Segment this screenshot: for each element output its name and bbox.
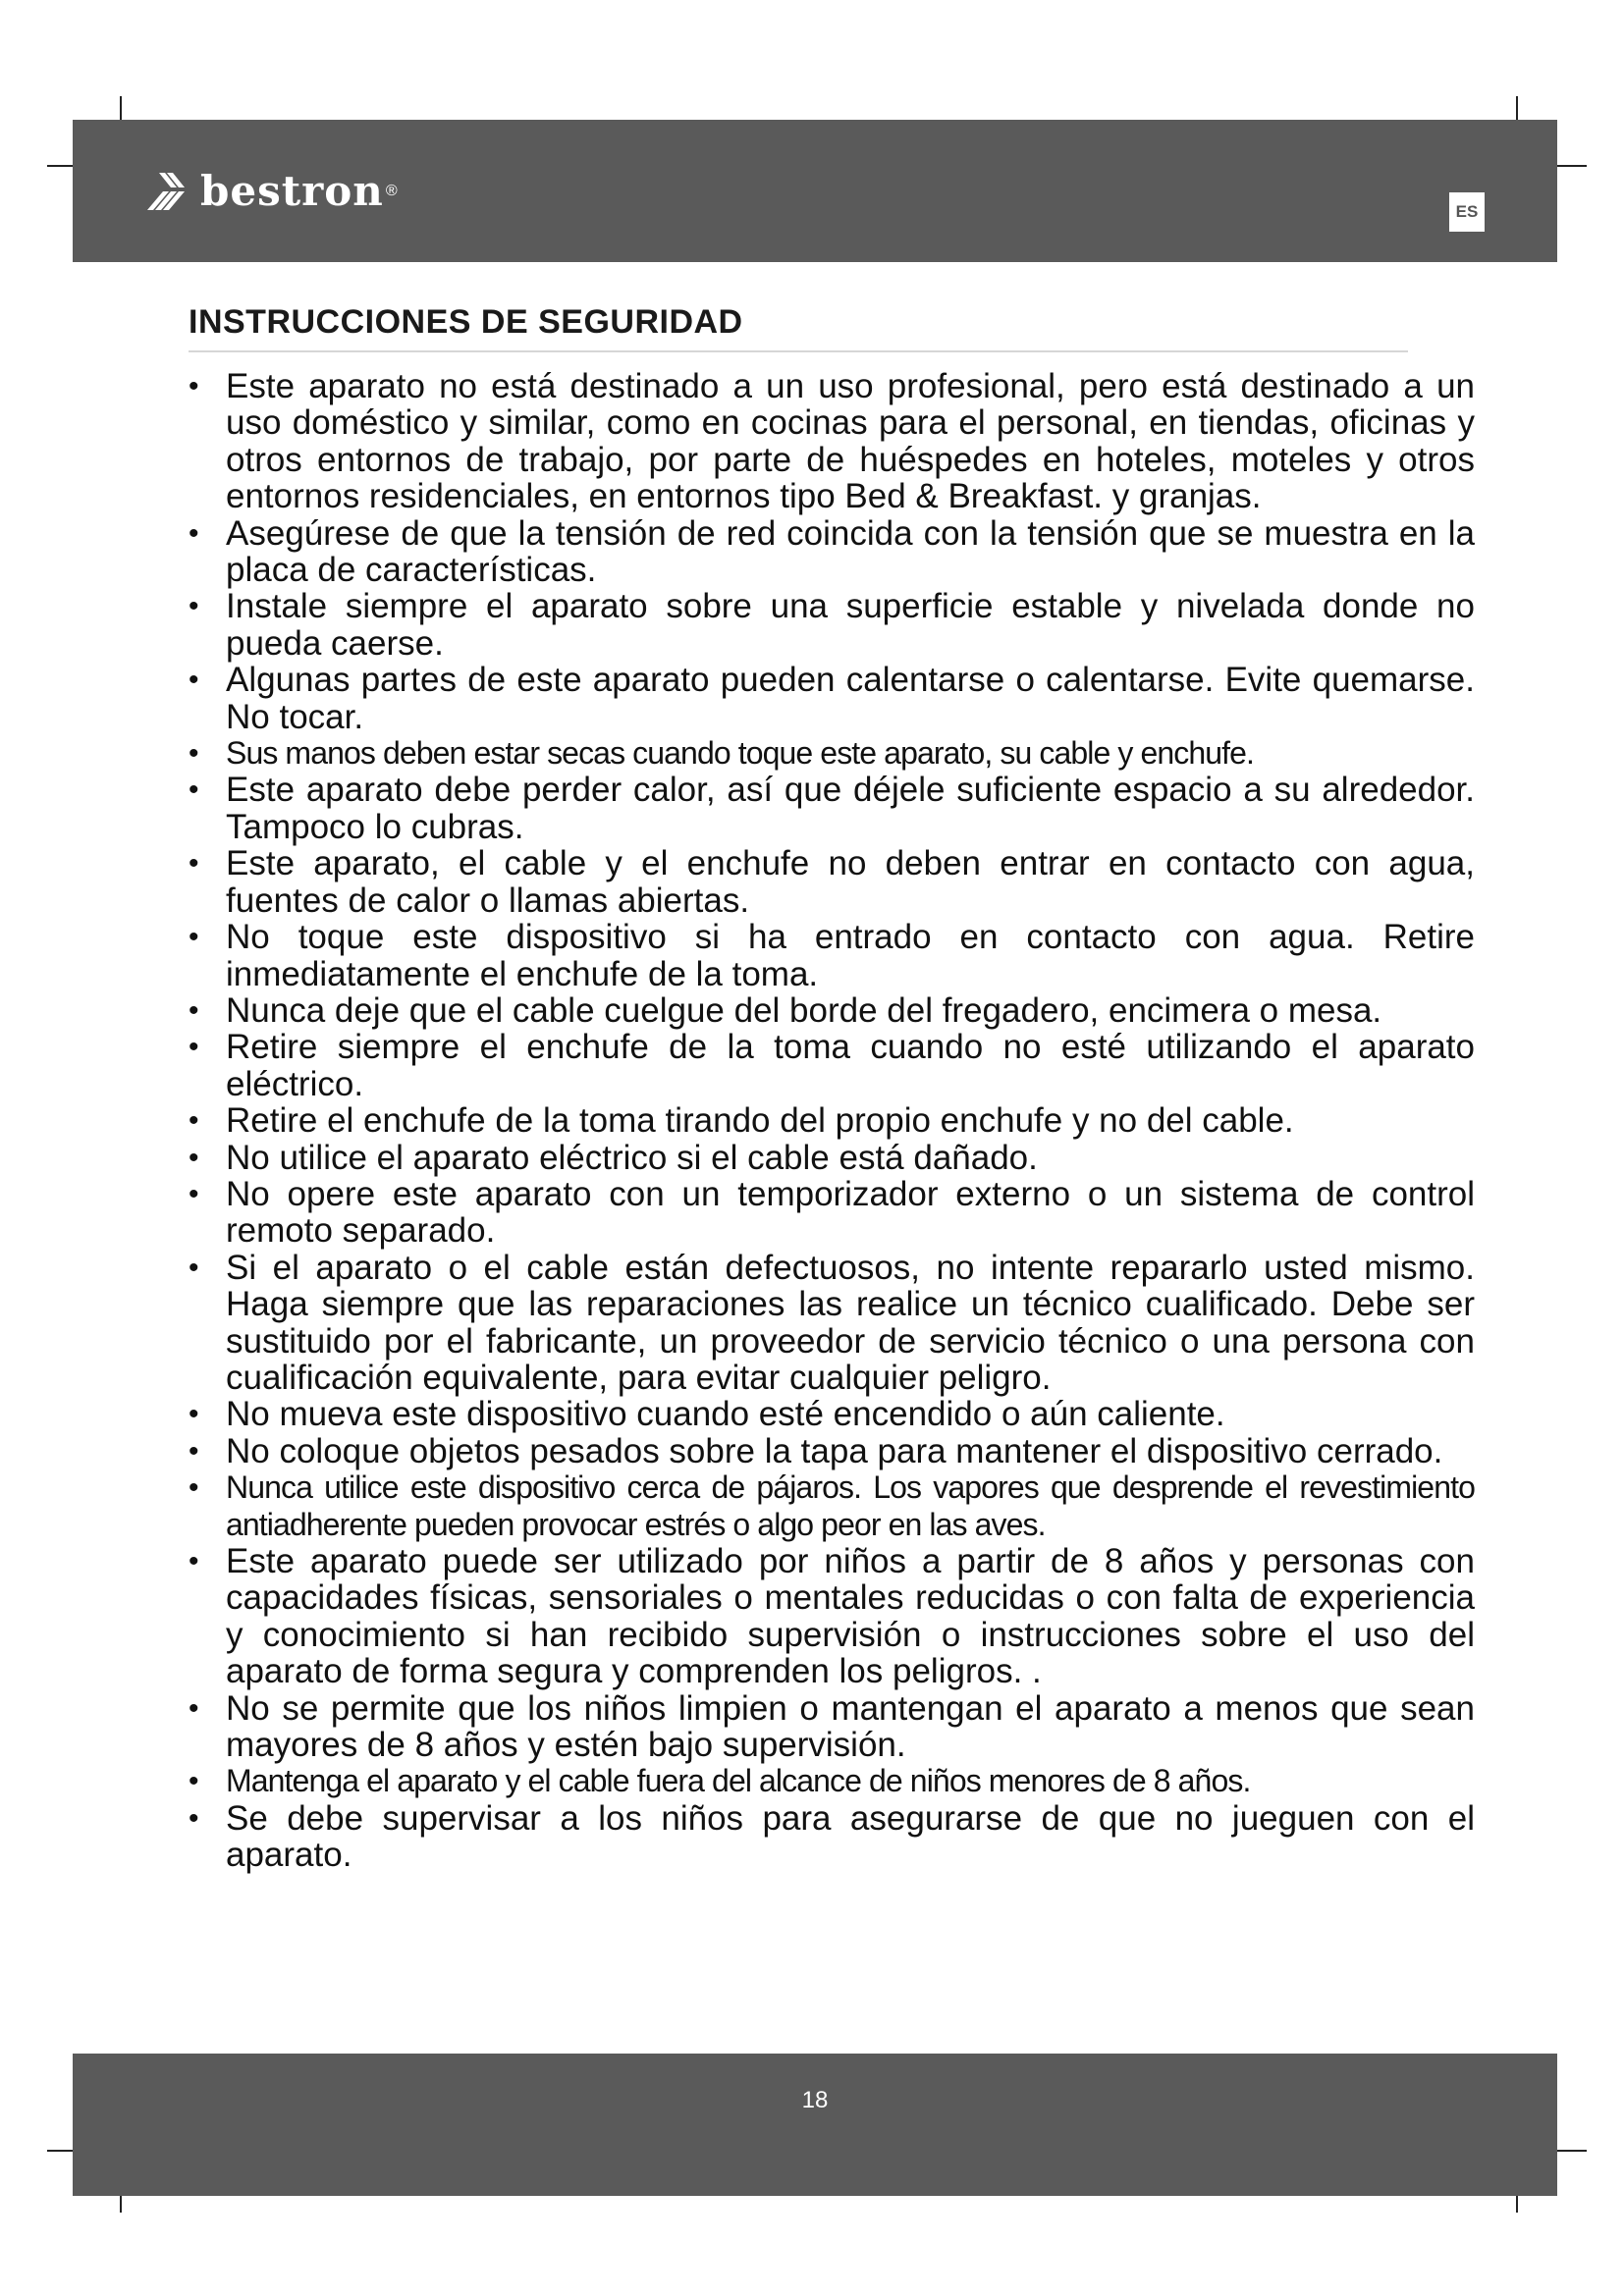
list-item: • Nunca utilice este dispositivo cerca de pájaros. Los vapores que desprende el revestimiento antiadherente pueden provocar estrés o algo peor en las aves. [189, 1469, 1475, 1543]
brand-name: bestron [200, 167, 384, 215]
footer-bar [73, 2054, 1557, 2196]
list-item: • Asegúrese de que la tensión de red coincida con la tensión que se muestra en la placa de características. [189, 515, 1475, 589]
list-item: • Se debe supervisar a los niños para asegurarse de que no jueguen con el aparato. [189, 1800, 1475, 1874]
title-divider [189, 350, 1408, 352]
list-item: • Instale siempre el aparato sobre una superficie estable y nivelada donde no pueda caerse. [189, 588, 1475, 662]
list-item: • Sus manos deben estar secas cuando toque este aparato, su cable y enchufe. [189, 735, 1475, 772]
list-item: • No utilice el aparato eléctrico si el cable está dañado. [189, 1140, 1475, 1176]
list-item: • Si el aparato o el cable están defectuosos, no intente repararlo usted mismo. Haga siempre que las reparaciones las realice un técnico cualificado. Debe ser sustituido por el fabricante, un proveedor de servicio técnico o una persona con cualificación equivalente, para evitar cualquier peligro. [189, 1250, 1475, 1397]
list-item: • Este aparato, el cable y el enchufe no deben entrar en contacto con agua, fuentes de calor o llamas abiertas. [189, 845, 1475, 919]
bestron-chevron-icon [139, 169, 194, 214]
registered-mark: ® [385, 183, 398, 199]
list-item: • Nunca deje que el cable cuelgue del borde del fregadero, encimera o mesa. [189, 992, 1475, 1029]
list-item: • Este aparato puede ser utilizado por niños a partir de 8 años y personas con capacidades físicas, sensoriales o mentales reducidas o con falta de experiencia y conocimiento si han recibido supervisión o instrucciones sobre el uso del aparato de forma segura y comprenden los peligros. . [189, 1543, 1475, 1690]
list-item: • No opere este aparato con un temporizador externo o un sistema de control remoto separado. [189, 1176, 1475, 1250]
instruction-list [189, 368, 1475, 1874]
list-item: • No toque este dispositivo si ha entrado en contacto con agua. Retire inmediatamente el enchufe de la toma. [189, 919, 1475, 992]
list-item: • No mueva este dispositivo cuando esté encendido o aún caliente. [189, 1396, 1475, 1432]
page-number: 18 [801, 2087, 829, 2113]
list-item: • Este aparato no está destinado a un uso profesional, pero está destinado a un uso doméstico y similar, como en cocinas para el personal, en tiendas, oficinas y otros entornos de trabajo, por parte de huéspedes en hoteles, moteles y otros entornos residenciales, en entornos tipo Bed & Breakfast. y granjas. [189, 368, 1475, 515]
list-item: • No se permite que los niños limpien o mantengan el aparato a menos que sean mayores de 8 años y estén bajo supervisión. [189, 1690, 1475, 1764]
safety-instructions [189, 299, 1475, 1875]
brand-logo [139, 167, 398, 216]
list-item: • Algunas partes de este aparato pueden calentarse o calentarse. Evite quemarse. No tocar. [189, 662, 1475, 735]
list-item: • Retire siempre el enchufe de la toma cuando no esté utilizando el aparato eléctrico. [189, 1029, 1475, 1102]
list-item: • Este aparato debe perder calor, así que déjele suficiente espacio a su alrededor. Tampoco lo cubras. [189, 772, 1475, 845]
list-item: • No coloque objetos pesados sobre la tapa para mantener el dispositivo cerrado. [189, 1433, 1475, 1469]
list-item: • Retire el enchufe de la toma tirando del propio enchufe y no del cable. [189, 1102, 1475, 1139]
language-badge: ES [1449, 192, 1485, 232]
section-title: INSTRUCCIONES DE SEGURIDAD [189, 303, 743, 341]
list-item: • Mantenga el aparato y el cable fuera del alcance de niños menores de 8 años. [189, 1763, 1475, 1799]
header-bar [73, 120, 1557, 262]
